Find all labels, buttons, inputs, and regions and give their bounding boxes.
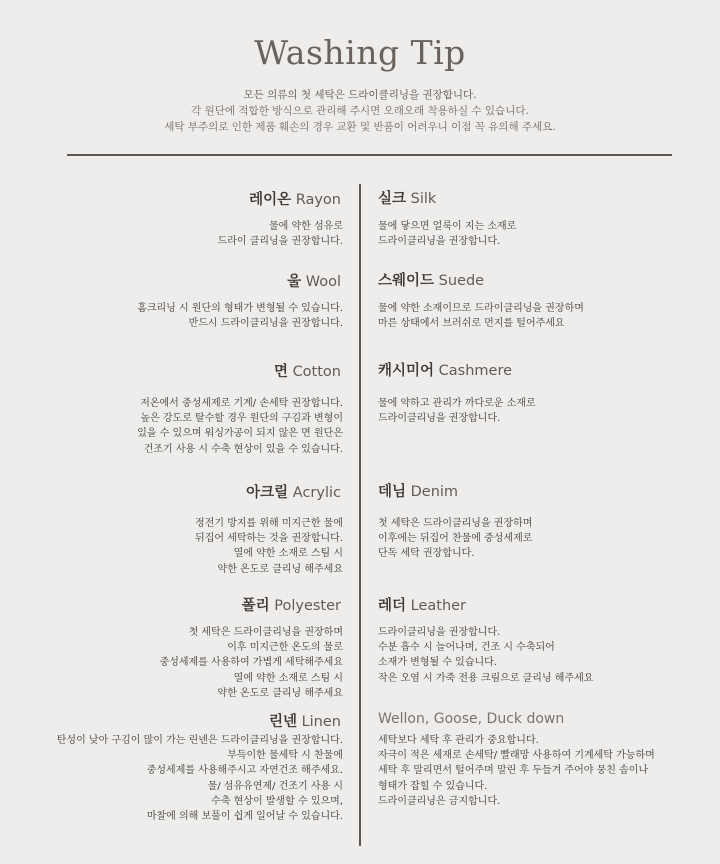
acrylic-line: 열에 약한 소재로 스팀 시: [233, 548, 343, 560]
cashmere-line: 드라이클리닝을 권장합니다.: [378, 413, 501, 425]
cotton-line: 있을 수 있으며 워싱가공이 되지 않은 면 원단은: [137, 428, 343, 440]
suede-heading-en: Suede: [438, 273, 485, 289]
intro-notice: [0, 87, 720, 135]
column-divider: [359, 184, 361, 846]
linen-line: 수축 현상이 발생할 수 있으며,: [211, 795, 343, 807]
cashmere-line: 물에 약하고 관리가 까다로운 소재로: [378, 398, 536, 409]
cotton-heading-ko: 면: [273, 364, 288, 380]
cashmere-heading-ko: 캐시미어: [378, 363, 435, 379]
wool-heading-ko: 울: [287, 274, 302, 290]
denim-line: 첫 세탁은 드라이클리닝을 권장하며: [378, 518, 533, 529]
cashmere-heading: [378, 359, 512, 380]
cotton-line: 건조기 사용 시 수축 현상이 있을 수 있습니다.: [143, 443, 343, 455]
silk-description: [378, 219, 516, 249]
polyester-heading-ko: 폴리: [241, 598, 270, 614]
leather-line: 소재가 변형될 수 있습니다.: [378, 657, 497, 669]
header-divider: [67, 154, 672, 156]
wool-description: [137, 301, 343, 331]
down-line: 세탁보다 세탁 후 관리가 중요합니다.: [378, 735, 539, 746]
rayon-line: 물에 약한 섬유로: [269, 221, 343, 232]
polyester-line: 약한 온도로 클리닝 해주세요: [217, 687, 343, 699]
acrylic-description: [195, 516, 343, 577]
cotton-line: 높은 강도로 탈수할 경우 원단의 구김과 변형이: [140, 413, 343, 425]
suede-heading-ko: 스웨이드: [378, 273, 435, 289]
silk-heading-en: Silk: [410, 191, 437, 207]
rayon-heading: [249, 188, 341, 209]
cotton-line: 저온에서 중성세제로 기계/ 손세탁 권장합니다.: [140, 398, 343, 409]
linen-line: 탄성이 낮아 구김이 많이 가는 린넨은 드라이클리닝을 권장합니다.: [56, 735, 343, 746]
linen-heading-ko: 린넨: [268, 714, 297, 730]
wool-line: 홈크리닝 시 원단의 형태가 변형될 수 있습니다.: [137, 303, 343, 314]
rayon-description: [218, 219, 343, 249]
silk-line: 드라이클리닝을 권장합니다.: [378, 236, 501, 248]
wool-line: 반드시 드라이클리닝을 권장합니다.: [188, 318, 343, 330]
acrylic-line: 뒤집어 세탁하는 것을 권장합니다.: [195, 533, 343, 545]
polyester-line: 이후 미지근한 온도의 물로: [227, 642, 343, 654]
down-line: 자극이 적은 세재로 손세탁/ 빨래망 사용하여 기계세탁 가능하며: [378, 750, 655, 762]
polyester-line: 중성세제를 사용하여 가볍게 세탁해주세요: [159, 657, 343, 669]
cashmere-description: [378, 396, 536, 426]
denim-line: 이후에는 뒤집어 찬물에 중성세제로: [378, 533, 533, 545]
linen-line: 중성세제를 사용해주시고 자연건조 해주세요.: [146, 765, 343, 777]
polyester-line: 열에 약한 소재로 스팀 시: [233, 672, 343, 684]
cotton-heading: [274, 360, 341, 381]
linen-description: [57, 733, 343, 824]
linen-heading-en: Linen: [301, 714, 341, 730]
acrylic-heading-en: Acrylic: [292, 485, 341, 501]
leather-line: 드라이클리닝을 권장합니다.: [378, 627, 501, 638]
down-line: 드라이클리닝은 금지합니다.: [378, 795, 501, 807]
polyester-description: [160, 625, 343, 701]
polyester-line: 첫 세탁은 드라이클리닝을 권장하며: [188, 627, 343, 638]
suede-line: 마른 상태에서 브러쉬로 먼지를 털어주세요: [378, 318, 565, 330]
linen-heading: [269, 710, 341, 731]
down-heading: Wellon, Goose, Duck down: [378, 711, 565, 727]
polyester-heading: [242, 594, 341, 615]
intro-line: 세탁 부주의로 인한 제품 훼손의 경우 교환 및 반품이 어려우니 이점 꼭 유의해 주세요.: [164, 121, 556, 133]
cotton-heading-en: Cotton: [292, 364, 341, 380]
leather-heading: [378, 594, 466, 615]
cashmere-heading-en: Cashmere: [438, 363, 513, 379]
wool-heading-en: Wool: [305, 274, 341, 290]
silk-heading: [378, 187, 436, 208]
leather-line: 작은 오염 시 가죽 전용 크림으로 클리닝 해주세요: [378, 672, 594, 684]
denim-heading: [378, 480, 458, 501]
silk-heading-ko: 실크: [378, 191, 407, 207]
down-line: 형태가 잡힐 수 있습니다.: [378, 780, 488, 792]
acrylic-heading-ko: 아크릴: [246, 485, 289, 501]
leather-heading-ko: 레더: [378, 598, 407, 614]
silk-line: 물에 닿으면 얼룩이 지는 소재로: [378, 221, 517, 232]
denim-line: 단독 세탁 권장합니다.: [378, 548, 475, 560]
wool-heading: [287, 270, 341, 291]
leather-line: 수분 흡수 시 늘어나며, 건조 시 수축되어: [378, 642, 555, 654]
down-description: [378, 733, 655, 809]
cotton-description: [137, 396, 343, 457]
rayon-heading-ko: 레이온: [249, 192, 292, 208]
rayon-heading-en: Rayon: [295, 192, 341, 208]
intro-line: 각 원단에 적합한 방식으로 관리해 주시면 오래오래 착용하실 수 있습니다.: [191, 105, 529, 117]
suede-line: 물에 약한 소재이므로 드라이클리닝을 권장하며: [378, 303, 584, 314]
down-line: 세탁 후 말리면서 털어주며 말린 후 두들겨 주어야 뭉친 솜이나: [378, 765, 649, 777]
acrylic-line: 약한 온도로 클리닝 해주세요: [217, 563, 343, 575]
leather-heading-en: Leather: [410, 598, 467, 614]
polyester-heading-en: Polyester: [274, 598, 341, 614]
page-title: Washing Tip: [254, 33, 466, 72]
rayon-line: 드라이 클리닝을 권장합니다.: [217, 236, 343, 248]
suede-description: [378, 301, 584, 331]
denim-heading-en: Denim: [410, 484, 459, 500]
intro-line: 모든 의류의 첫 세탁은 드라이클리닝을 권장합니다.: [243, 89, 477, 101]
suede-heading: [378, 269, 484, 290]
linen-line: 물/ 섬유유연제/ 건조기 사용 시: [207, 780, 343, 792]
leather-description: [378, 625, 593, 686]
acrylic-heading: [246, 481, 341, 502]
linen-line: 마찰에 의해 보풀이 쉽게 일어날 수 있습니다.: [146, 811, 343, 823]
denim-heading-ko: 데님: [378, 484, 407, 500]
linen-line: 부득이한 물세탁 시 찬물에: [227, 750, 343, 762]
denim-description: [378, 516, 532, 562]
acrylic-line: 정전기 방지를 위해 미지근한 물에: [195, 518, 343, 529]
